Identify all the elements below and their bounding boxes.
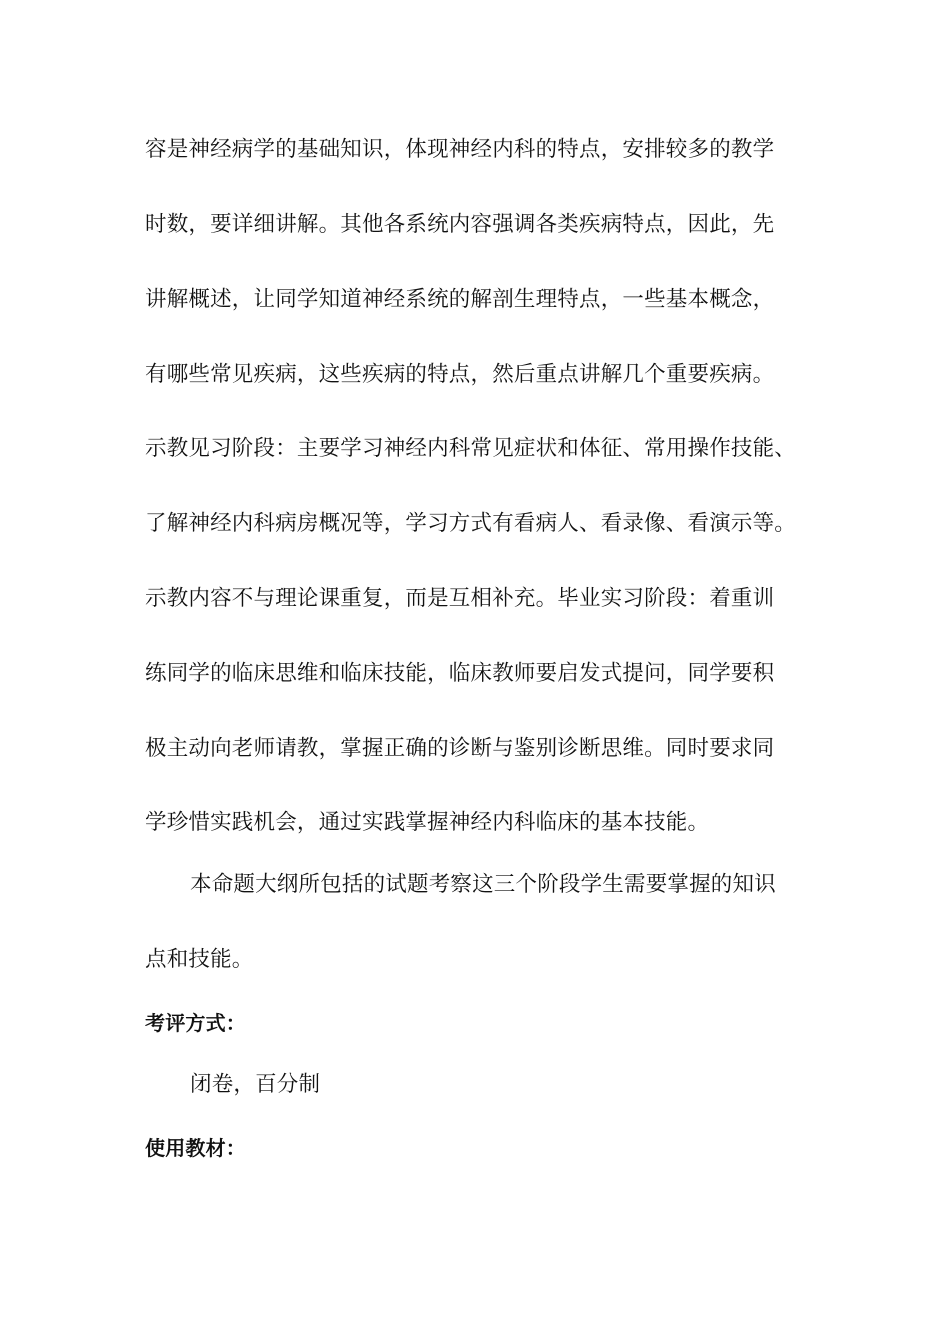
textbook-heading: 使用教材： [145, 1136, 246, 1160]
body-text-line-3: 讲解概述，让同学知道神经系统的解剖生理特点，一些基本概念， [145, 287, 775, 312]
scope-text-line-1: 本命题大纲所包括的试题考察这三个阶段学生需要掌握的知识 [190, 872, 776, 897]
body-text-line-5: 示教见习阶段：主要学习神经内科常见症状和体征、常用操作技能、 [145, 436, 797, 461]
scope-text-line-2: 点和技能。 [145, 947, 254, 972]
body-text-line-2: 时数，要详细讲解。其他各系统内容强调各类疾病特点，因此，先 [145, 212, 775, 237]
body-text-line-8: 练同学的临床思维和临床技能，临床教师要启发式提问，同学要积 [145, 661, 775, 686]
body-text-line-4: 有哪些常见疾病，这些疾病的特点，然后重点讲解几个重要疾病。 [145, 362, 775, 387]
body-text-line-7: 示教内容不与理论课重复，而是互相补充。毕业实习阶段：着重训 [145, 586, 775, 611]
body-text-line-9: 极主动向老师请教，掌握正确的诊断与鉴别诊断思维。同时要求同 [145, 736, 775, 761]
body-text-line-6: 了解神经内科病房概况等，学习方式有看病人、看录像、看演示等。 [145, 511, 797, 536]
assessment-heading: 考评方式： [145, 1011, 246, 1035]
body-text-line-1: 容是神经病学的基础知识，体现神经内科的特点，安排较多的教学 [145, 137, 775, 162]
body-text-line-10: 学珍惜实践机会，通过实践掌握神经内科临床的基本技能。 [145, 810, 710, 835]
assessment-value: 闭卷，百分制 [190, 1072, 321, 1097]
